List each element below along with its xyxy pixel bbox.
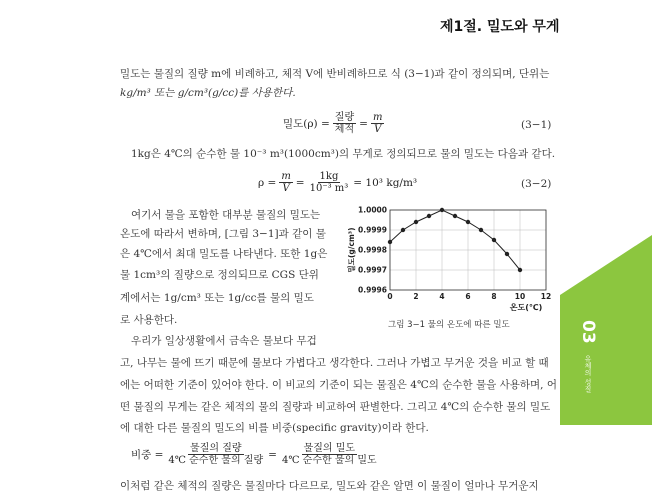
y-tick-label: 1.0000 — [358, 205, 387, 215]
y-tick-label: 0.9996 — [358, 285, 387, 295]
equation-number: (3−2) — [521, 178, 552, 190]
data-point — [401, 228, 405, 232]
figure-caption: 그림 3−1 물의 온도에 따른 밀도 — [388, 320, 510, 330]
denominator: 10⁻³ m³ — [309, 183, 349, 194]
fraction — [371, 112, 384, 135]
x-tick-label: 12 — [540, 292, 552, 301]
denominator: 체적 — [334, 124, 355, 135]
numerator: 물질의 질량 — [190, 443, 242, 454]
eq-lhs: 밀도(ρ) = — [283, 118, 330, 130]
equation-specific-gravity — [131, 443, 382, 466]
data-point — [492, 238, 496, 242]
chapter-tab-text — [578, 320, 598, 392]
fraction — [166, 443, 265, 466]
paragraph-line: 우리가 일상생활에서 금속은 물보다 무겁 — [131, 335, 317, 347]
paragraph-line: 이처럼 같은 체적의 질량은 물질마다 다르므로, 밀도와 같은 알면 이 물질이 얼마나 무거운지 — [120, 480, 539, 492]
paragraph-line: 계에서는 1g/cm³ 또는 1g/cc를 물의 밀도 — [120, 292, 314, 304]
paragraph-line: 온도에 따라서 변하며, [그림 3−1]과 같이 물 — [120, 228, 326, 240]
equation-number: (3−1) — [521, 119, 552, 131]
numerator: 물질의 밀도 — [303, 443, 356, 454]
eq-lhs: ρ = — [258, 176, 277, 189]
denominator: 4℃ 순수한 물의 질량 — [168, 455, 264, 466]
paragraph-line: 밀도는 물질의 질량 m에 비례하고, 체적 V에 반비례하므로 식 (3−1)과 같이 정의되며, 단위는 — [120, 68, 550, 80]
data-point — [505, 252, 509, 256]
equation-3-1 — [283, 112, 387, 135]
density-chart — [340, 200, 560, 316]
data-point — [479, 228, 483, 232]
paragraph-line: 고, 나무는 물에 뜨기 때문에 물보다 가볍다고 생각한다. 그러나 가볍고 무거운 것을 비교 할 때 — [120, 357, 549, 369]
numerator: 1kg — [319, 171, 339, 182]
x-tick-label: 10 — [514, 292, 526, 301]
fraction — [279, 171, 292, 194]
paragraph-line: 에는 어떠한 기준이 있어야 한다. 이 비교의 기준이 되는 물질은 4℃의 순수한 물을 사용하며, 어 — [120, 379, 557, 391]
series-line — [390, 210, 520, 270]
data-point — [427, 214, 431, 218]
paragraph-line: 떤 물질의 무게는 같은 체적의 물의 질량과 비교하여 판별한다. 그리고 4℃의 순수한 물의 밀도 — [120, 401, 551, 413]
data-point — [440, 208, 444, 212]
paragraph-line: 로 사용한다. — [120, 314, 178, 326]
data-point — [466, 220, 470, 224]
fraction — [333, 112, 356, 135]
paragraph-line: 은 4℃에서 최대 밀도를 나타낸다. 또한 1g은 — [120, 248, 328, 260]
numerator: 질량 — [334, 112, 355, 123]
page-title: 제1절. 밀도와 무게 — [440, 19, 560, 35]
equation-3-2 — [258, 171, 417, 194]
x-tick-label: 2 — [413, 292, 419, 301]
paragraph-line: 1kg은 4℃의 순수한 물 10⁻³ m³(1000cm³)의 무게로 정의되므로 물의 밀도는 다음과 같다. — [131, 148, 556, 160]
eq-rhs: = 10³ kg/m³ — [353, 176, 418, 189]
y-tick-label: 0.9999 — [358, 225, 387, 235]
paragraph-line: 에 대한 다른 물질의 밀도의 비를 비중(specific gravity)이라 한다. — [120, 422, 429, 434]
chapter-tab-shape — [560, 235, 652, 425]
chapter-number: 03 — [578, 320, 598, 344]
paragraph-line: kg/m³ 또는 g/cm³(g/cc)를 사용한다. — [120, 87, 296, 99]
x-tick-label: 6 — [465, 292, 471, 301]
eq-lhs: 비중 = — [131, 449, 164, 461]
x-axis-label: 온도(℃) — [509, 303, 543, 312]
y-axis-label: 밀도(g/cm³) — [347, 227, 356, 273]
x-tick-label: 8 — [491, 292, 497, 301]
chapter-tab — [560, 235, 652, 425]
denominator: 4℃ 순수한 물의 밀도 — [281, 455, 377, 466]
data-point — [414, 220, 418, 224]
x-tick-label: 0 — [387, 292, 393, 301]
data-point — [518, 268, 522, 272]
numerator: m — [372, 112, 383, 123]
y-tick-label: 0.9997 — [358, 265, 387, 275]
eq-equals: = — [268, 448, 277, 461]
eq-equals: = — [295, 176, 305, 189]
denominator: V — [374, 124, 382, 135]
denominator: V — [282, 183, 290, 194]
fraction — [280, 443, 379, 466]
eq-equals: = — [359, 117, 368, 130]
data-point — [388, 240, 392, 244]
y-tick-label: 0.9998 — [358, 245, 387, 255]
fraction — [308, 171, 351, 194]
x-tick-label: 4 — [439, 292, 445, 301]
chapter-label: 유체의 성질 — [584, 354, 592, 392]
numerator: m — [281, 171, 291, 182]
data-point — [453, 214, 457, 218]
paragraph-line: 여기서 물을 포함한 대부분 물질의 밀도는 — [131, 209, 321, 221]
paragraph-line: 물 1cm³의 질량으로 정의되므로 CGS 단위 — [120, 269, 319, 281]
